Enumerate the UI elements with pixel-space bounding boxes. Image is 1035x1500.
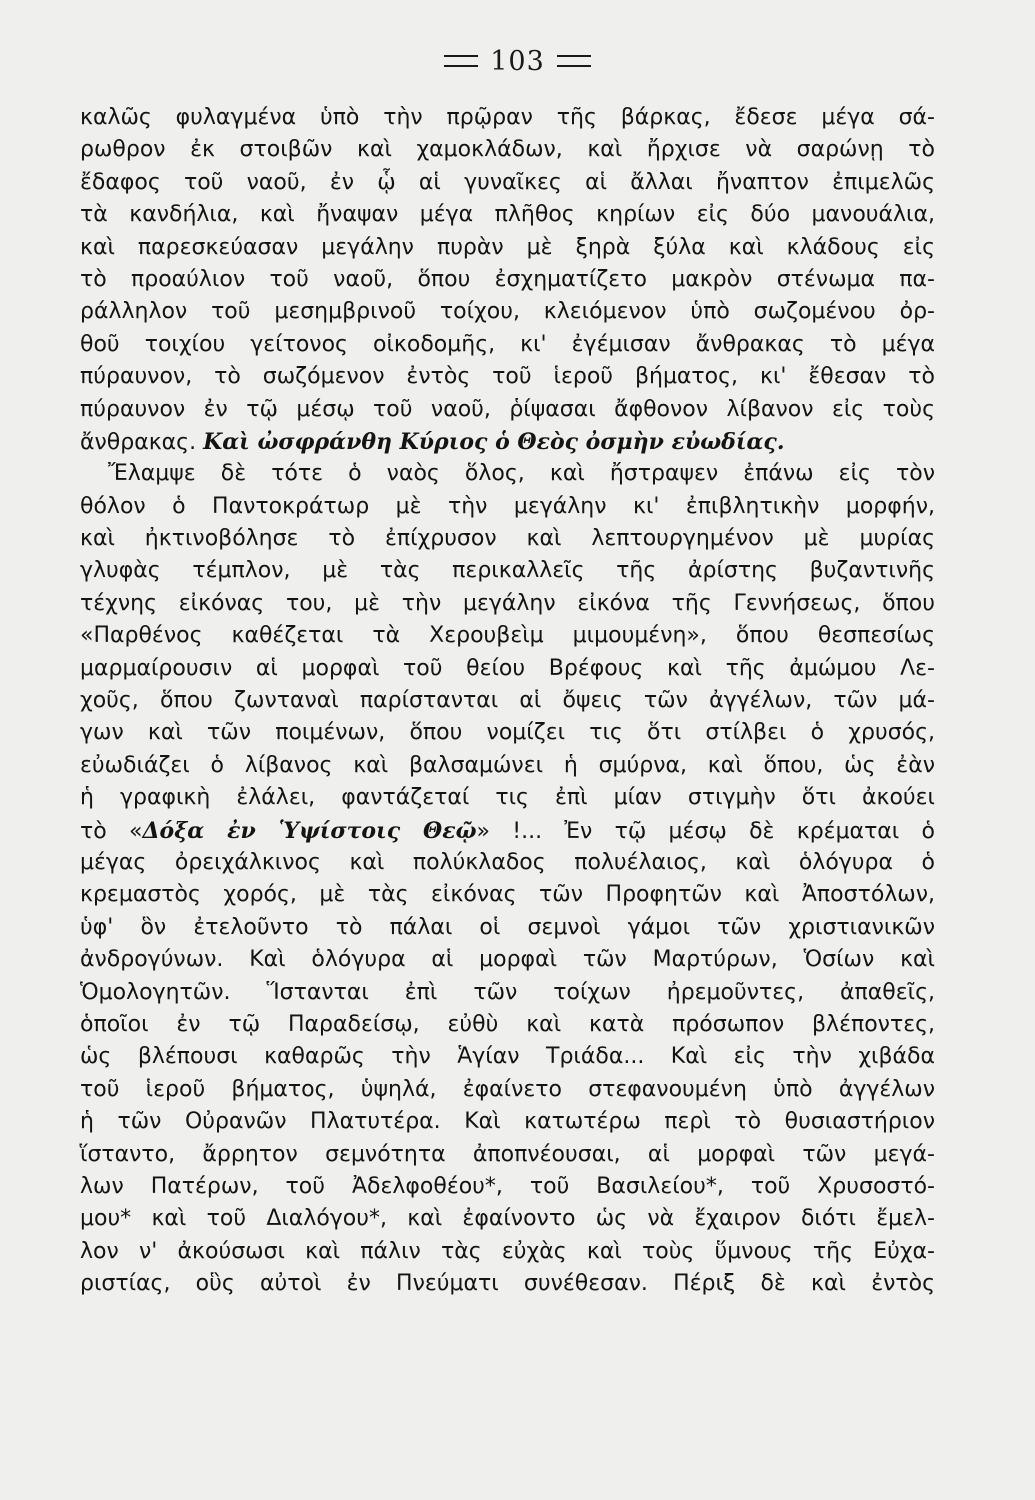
text-line [80, 329, 935, 361]
text-line [80, 296, 935, 328]
text-line-main: τοῦ ἱεροῦ βήματος, ὑψηλά, ἐφαίνετο στεφανουμένη ὑπὸ ἀγγέλων [80, 1076, 935, 1102]
text-line [80, 1009, 935, 1041]
text-line-emphasis: Δόξα ἐν Ὑψίστοις Θεῷ [142, 817, 477, 844]
text-line [80, 426, 935, 458]
text-line [80, 1203, 935, 1235]
text-line-main: λων Πατέρων, τοῦ Ἀδελφοθέου*, τοῦ Βασιλείου*, τοῦ Χρυσοστό- [80, 1173, 935, 1199]
text-line [80, 523, 935, 555]
text-line [80, 588, 935, 620]
text-line [80, 264, 935, 296]
text-line-main: τὸ προαύλιον τοῦ ναοῦ, ὅπου ἐσχηματίζετο μακρὸν στένωμα πα- [80, 266, 935, 292]
text-line-main: ἡ τῶν Οὐρανῶν Πλατυτέρα. Καὶ κατωτέρω περὶ τὸ θυσιαστήριον [80, 1109, 935, 1135]
text-line-main: τέχνης εἰκόνας του, μὲ τὴν μεγάλην εἰκόνα τῆς Γεννήσεως, ὅπου [80, 590, 935, 616]
text-line [80, 361, 935, 393]
header-rule-right [557, 55, 591, 67]
text-line [80, 167, 935, 199]
text-line-main: ἀνδρογύνων. Καὶ ὁλόγυρα αἱ μορφαὶ τῶν Μαρτύρων, Ὁσίων καὶ [80, 947, 935, 973]
text-line-emphasis: Καὶ ὠσφράνθη Κύριος ὁ Θεὸς ὀσμὴν εὐωδίας. [203, 428, 785, 455]
text-line-main: χοῦς, ὅπου ζωνταναὶ παρίστανται αἱ ὄψεις τῶν ἀγγέλων, τῶν μά- [80, 688, 935, 714]
text-line [80, 232, 935, 264]
text-line [80, 1041, 935, 1073]
text-line-main: ἵσταντο, ἄρρητον σεμνότητα ἀποπνέουσαι, αἱ μορφαὶ τῶν μεγά- [80, 1141, 935, 1167]
text-line [80, 912, 935, 944]
text-line-main: ρωθρον ἐκ στοιβῶν καὶ χαμοκλάδων, καὶ ἤρχισε νὰ σαρώνῃ τὸ [80, 137, 935, 163]
text-line [80, 1074, 935, 1106]
text-line [80, 1106, 935, 1138]
page-header [0, 46, 1035, 77]
text-line [80, 815, 935, 847]
text-line-main: ὑφ' ὃν ἐτελοῦντο τὸ πάλαι οἱ σεμνοὶ γάμοι τῶν χριστιανικῶν [80, 914, 935, 940]
text-line-main: θοῦ τοιχίου γείτονος οἰκοδομῆς, κι' ἐγέμισαν ἄνθρακας τὸ μέγα [80, 331, 935, 357]
text-line-main: καὶ παρεσκεύασαν μεγάλην πυρὰν μὲ ξηρὰ ξύλα καὶ κλάδους εἰς [80, 234, 935, 260]
text-line-main: γλυφὰς τέμπλον, μὲ τὰς περικαλλεῖς τῆς ἀρίστης βυζαντινῆς [80, 558, 935, 584]
text-line-main: καλῶς φυλαγμένα ὑπὸ τὴν πρῷραν τῆς βάρκας, ἔδεσε μέγα σά- [80, 105, 935, 130]
text-line [80, 199, 935, 231]
text-line-main: «Παρθένος καθέζεται τὰ Χερουβεὶμ μιμουμένη», ὅπου θεσπεσίως [80, 623, 935, 649]
text-line-main: καὶ ἠκτινοβόλησε τὸ ἐπίχρυσον καὶ λεπτουργημένον μὲ μυρίας [80, 526, 935, 552]
text-line [80, 1171, 935, 1203]
text-line-main: κρεμαστὸς χορός, μὲ τὰς εἰκόνας τῶν Προφητῶν καὶ Ἀποστόλων, [80, 882, 935, 908]
text-line-main: εὐωδιάζει ὁ λίβανος καὶ βαλσαμώνει ἡ σμύρνα, καὶ ὅπου, ὡς ἐὰν [80, 752, 935, 778]
text-line-main: μαρμαίρουσιν αἱ μορφαὶ τοῦ θείου Βρέφους καὶ τῆς ἀμώμου Λε- [80, 655, 935, 681]
text-line-main: ὁποῖοι ἐν τῷ Παραδείσῳ, εὐθὺ καὶ κατὰ πρόσωπον βλέποντες, [80, 1011, 935, 1037]
page-number: 103 [490, 46, 545, 77]
text-line-main: ἄνθρακας. [80, 429, 204, 455]
text-line [80, 394, 935, 426]
text-line [80, 879, 935, 911]
text-line [80, 555, 935, 587]
text-line [80, 1268, 935, 1300]
text-line [80, 653, 935, 685]
text-line-main: ἡ γραφικὴ ἐλάλει, φαντάζεταί τις ἐπὶ μίαν στιγμὴν ὅτι ἀκούει [80, 785, 935, 811]
text-line [80, 750, 935, 782]
text-line [80, 977, 935, 1009]
text-line-main: μου* καὶ τοῦ Διαλόγου*, καὶ ἐφαίνοντο ὡς νὰ ἔχαιρον διότι ἔμελ- [80, 1206, 935, 1232]
text-line-main: Ἔλαμψε δὲ τότε ὁ ναὸς ὅλος, καὶ ἤστραψεν ἐπάνω εἰς τὸν [108, 461, 935, 487]
header-rule-left [444, 55, 478, 67]
text-line-main: ριστίας, οὓς αὐτοὶ ἐν Πνεύματι συνέθεσαν. Πέριξ δὲ καὶ ἐντὸς [80, 1271, 935, 1297]
body-text [80, 102, 935, 1300]
text-line-main: ράλληλον τοῦ μεσημβρινοῦ τοίχου, κλειόμενον ὑπὸ σωζομένου ὀρ- [80, 299, 935, 325]
text-line-tail: » !... Ἐν τῷ μέσῳ δὲ κρέμαται ὁ [476, 818, 936, 844]
text-line-main: ἔδαφος τοῦ ναοῦ, ἐν ᾧ αἱ γυναῖκες αἱ ἄλλαι ἤναπτον ἐπιμελῶς [80, 169, 935, 195]
text-line [80, 847, 935, 879]
text-line [80, 782, 935, 814]
text-line [80, 685, 935, 717]
text-line-main: τὰ κανδήλια, καὶ ἤναψαν μέγα πλῆθος κηρίων εἰς δύο μανουάλια, [80, 202, 935, 228]
text-line-main: μέγας ὀρειχάλκινος καὶ πολύκλαδος πολυέλαιος, καὶ ὁλόγυρα ὁ [80, 849, 935, 875]
text-line-main: λον ν' ἀκούσωσι καὶ πάλιν τὰς εὐχὰς καὶ τοὺς ὕμνους τῆς Εὐχα- [80, 1238, 935, 1264]
text-line [80, 491, 935, 523]
text-line-main: γων καὶ τῶν ποιμένων, ὅπου νομίζει τις ὅτι στίλβει ὁ χρυσός, [80, 720, 935, 746]
text-line [80, 102, 935, 134]
text-line-main: πύραυνον ἐν τῷ μέσῳ τοῦ ναοῦ, ῥίψασαι ἄφθονον λίβανον εἰς τοὺς [80, 396, 935, 422]
text-line-main: Ὁμολογητῶν. Ἵστανται ἐπὶ τῶν τοίχων ἠρεμοῦντες, ἀπαθεῖς, [80, 979, 935, 1005]
text-line [80, 134, 935, 166]
text-line-main: πύραυνον, τὸ σωζόμενον ἐντὸς τοῦ ἱεροῦ βήματος, κι' ἔθεσαν τὸ [80, 364, 935, 390]
text-line [80, 1139, 935, 1171]
text-line [80, 1236, 935, 1268]
text-line [80, 458, 935, 490]
text-line-main: τὸ « [80, 818, 143, 844]
text-line-main: θόλον ὁ Παντοκράτωρ μὲ τὴν μεγάλην κι' ἐπιβλητικὴν μορφήν, [80, 493, 935, 519]
text-line [80, 944, 935, 976]
text-line [80, 620, 935, 652]
text-line-main: ὡς βλέπουσι καθαρῶς τὴν Ἁγίαν Τριάδα... Καὶ εἰς τὴν χιβάδα [80, 1044, 935, 1070]
text-line [80, 717, 935, 749]
